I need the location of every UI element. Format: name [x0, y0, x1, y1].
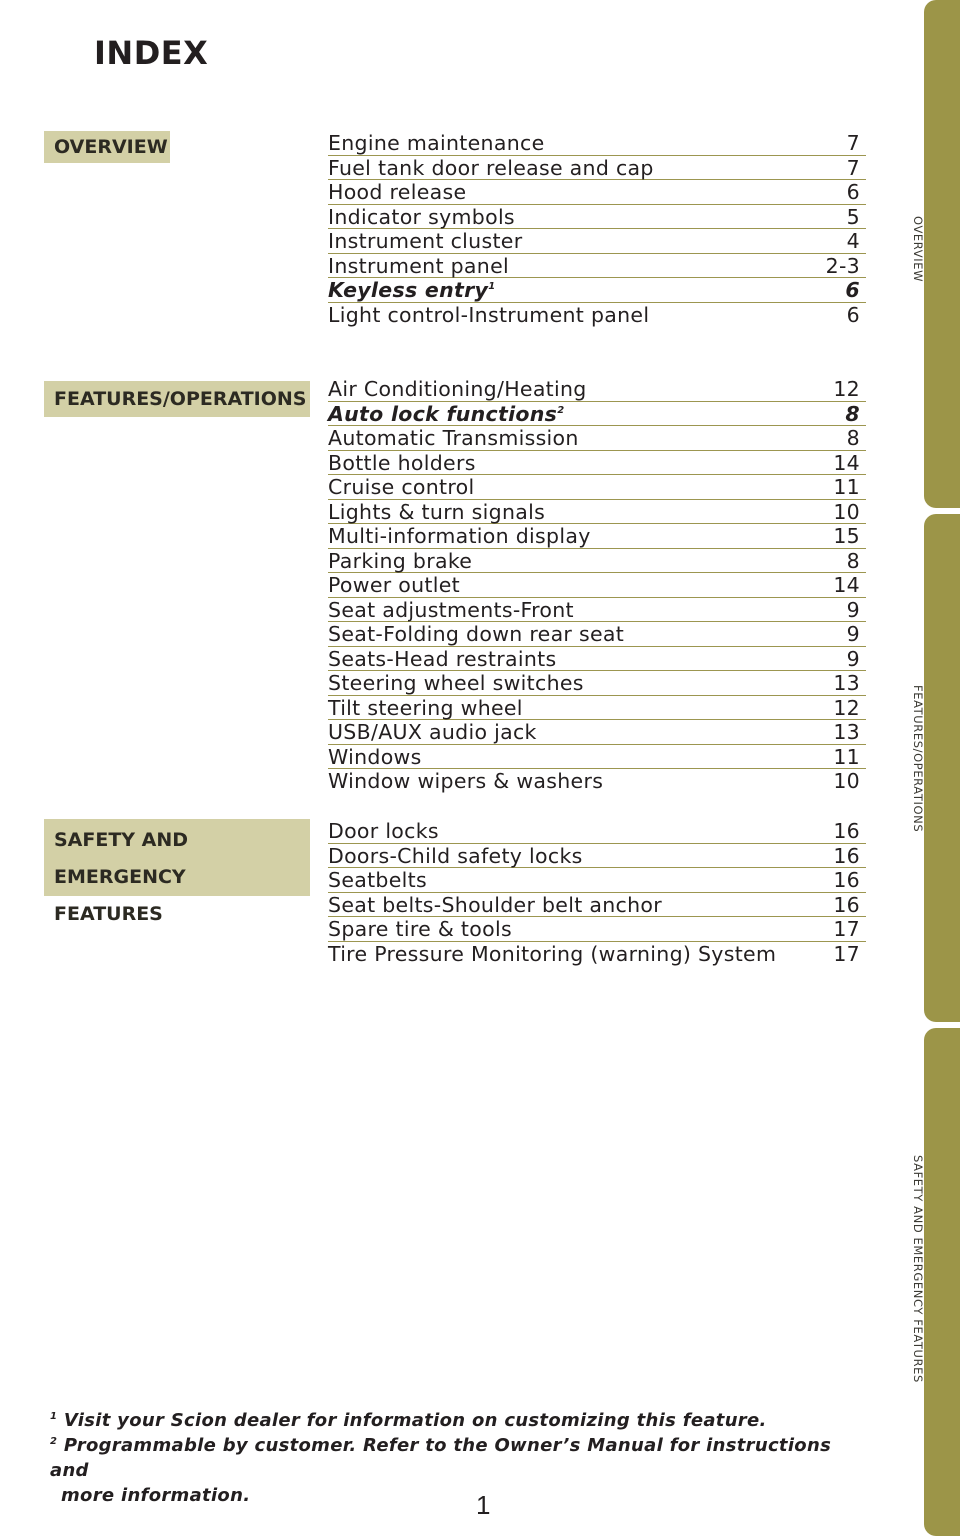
footnote-text: Visit your Scion dealer for information on customizing this feature.	[63, 1410, 767, 1431]
entry-label	[328, 868, 427, 892]
side-tab-overview[interactable]	[924, 0, 960, 508]
entry-page-number: 10	[833, 499, 860, 524]
entry-label-text: Auto lock functions	[328, 401, 558, 426]
entry-page-number: 7	[846, 155, 860, 180]
entry-page-number: 9	[846, 597, 860, 622]
entry-page-number: 14	[833, 450, 860, 475]
index-entry	[328, 671, 866, 696]
entry-label-text: Instrument panel	[328, 253, 509, 278]
entry-page-number: 17	[833, 917, 860, 941]
index-entry	[328, 303, 866, 328]
index-entry	[328, 868, 866, 893]
section-label-text: EMERGENCY FEATURES	[54, 866, 186, 925]
overview-entry-list	[328, 131, 866, 327]
entry-page-number: 16	[833, 843, 860, 868]
index-entry	[328, 205, 866, 230]
entry-label-text: Parking brake	[328, 548, 473, 573]
index-entry	[328, 745, 866, 770]
entry-label	[328, 622, 624, 646]
entry-label	[328, 573, 460, 597]
entry-page-number: 16	[833, 892, 860, 917]
entry-page-number: 13	[833, 671, 860, 695]
entry-label-text: Hood release	[328, 180, 467, 204]
entry-label	[328, 917, 512, 941]
entry-label-text: USB/AUX audio jack	[328, 720, 537, 744]
entry-label	[328, 303, 649, 327]
index-entry	[328, 819, 866, 844]
entry-page-number: 12	[833, 695, 860, 720]
side-tab-strip	[924, 0, 960, 1536]
index-entry	[328, 156, 866, 181]
safety-emergency-entry-list	[328, 819, 866, 966]
section-label-features-operations	[44, 381, 310, 417]
entry-page-number: 5	[846, 204, 860, 229]
index-entry	[328, 500, 866, 525]
index-entry	[328, 131, 866, 156]
entry-label-text: Doors-Child safety locks	[328, 843, 583, 868]
entry-label-text: Fuel tank door release and cap	[328, 155, 654, 180]
index-entry	[328, 451, 866, 476]
index-entry	[328, 524, 866, 549]
entry-label-text: Instrument cluster	[328, 229, 523, 253]
entry-page-number: 9	[846, 646, 860, 671]
entry-label-text: Automatic Transmission	[328, 426, 579, 450]
entry-page-number: 10	[833, 769, 860, 793]
features-operations-entry-list	[328, 377, 866, 794]
footnote-mark: 2	[50, 1436, 58, 1447]
index-entry	[328, 769, 866, 794]
index-entry	[328, 549, 866, 574]
entry-label-text: Bottle holders	[328, 450, 476, 475]
entry-label-text: Engine maintenance	[328, 131, 545, 155]
side-tab-safety-emergency[interactable]	[924, 1028, 960, 1536]
section-label-safety-emergency	[44, 819, 310, 925]
entry-label	[328, 426, 579, 450]
index-entry	[328, 893, 866, 918]
footnote-text: more information.	[61, 1485, 251, 1506]
index-entry	[328, 598, 866, 623]
section-label-text: FEATURES/OPERATIONS	[54, 388, 307, 410]
entry-label-text: Spare tire & tools	[328, 917, 512, 941]
entry-label-text: Seat belts-Shoulder belt anchor	[328, 892, 662, 917]
entry-label	[328, 475, 475, 499]
entry-page-number: 6	[846, 302, 860, 327]
index-entry	[328, 180, 866, 205]
page-number: 1	[476, 1490, 491, 1520]
entry-label	[328, 402, 564, 426]
entry-label	[328, 131, 544, 155]
entry-label-text: Window wipers & washers	[328, 769, 604, 793]
entry-label-text: Multi-information display	[328, 524, 591, 548]
entry-page-number: 6	[846, 180, 860, 204]
entry-label	[328, 598, 574, 622]
index-entry	[328, 229, 866, 254]
entry-page-number: 12	[833, 377, 860, 401]
entry-label-text: Power outlet	[328, 573, 461, 597]
entry-page-number: 9	[846, 622, 860, 646]
footnote-mark: 1	[488, 281, 496, 293]
index-entry	[328, 402, 866, 427]
index-entry	[328, 844, 866, 869]
entry-page-number: 2-3	[825, 253, 860, 278]
entry-page-number: 14	[833, 573, 860, 597]
index-entry	[328, 917, 866, 942]
entry-label	[328, 942, 776, 966]
index-entry	[328, 647, 866, 672]
entry-page-number: 11	[833, 475, 860, 499]
entry-label-text: Keyless entry	[328, 278, 489, 302]
entry-page-number: 8	[846, 548, 860, 573]
entry-label	[328, 524, 591, 548]
footnote-mark: 2	[557, 404, 565, 416]
section-label-text: SAFETY AND	[54, 829, 189, 851]
entry-page-number: 4	[846, 229, 860, 253]
entry-label	[328, 893, 662, 917]
index-entry	[328, 475, 866, 500]
index-entry	[328, 720, 866, 745]
entry-label	[328, 819, 439, 843]
entry-label	[328, 696, 523, 720]
entry-page-number: 15	[833, 524, 860, 548]
entry-label	[328, 229, 522, 253]
entry-label	[328, 844, 583, 868]
entry-label-text: Light control-Instrument panel	[328, 302, 650, 327]
entry-label-text: Seat adjustments-Front	[328, 597, 574, 622]
index-entry	[328, 278, 866, 303]
entry-label	[328, 278, 495, 302]
entry-label	[328, 254, 509, 278]
section-label-text: OVERVIEW	[54, 136, 168, 158]
entry-label-text: Lights & turn signals	[328, 499, 546, 524]
entry-label	[328, 671, 584, 695]
entry-label	[328, 451, 476, 475]
entry-label	[328, 647, 556, 671]
index-entry	[328, 573, 866, 598]
entry-label-text: Tire Pressure Monitoring (warning) System	[328, 941, 777, 966]
index-entry	[328, 377, 866, 402]
index-entry	[328, 696, 866, 721]
index-entry	[328, 254, 866, 279]
entry-label	[328, 720, 537, 744]
entry-label	[328, 745, 422, 769]
side-tab-label: FEATURES/OPERATIONS	[911, 685, 925, 833]
entry-label-text: Door locks	[328, 819, 439, 843]
entry-label-text: Steering wheel switches	[328, 671, 584, 695]
entry-page-number: 8	[845, 401, 860, 426]
entry-label-text: Windows	[328, 744, 422, 769]
entry-page-number: 6	[845, 278, 860, 302]
entry-label	[328, 769, 603, 793]
entry-page-number: 7	[846, 131, 860, 155]
index-entry	[328, 426, 866, 451]
entry-label-text: Cruise control	[328, 475, 475, 499]
entry-label-text: Seat-Folding down rear seat	[328, 622, 625, 646]
entry-label	[328, 205, 515, 229]
entry-page-number: 16	[833, 868, 860, 892]
entry-label-text: Indicator symbols	[328, 204, 515, 229]
index-entry	[328, 942, 866, 967]
entry-label	[328, 500, 545, 524]
entry-label-text: Air Conditioning/Heating	[328, 377, 587, 401]
entry-page-number: 13	[833, 720, 860, 744]
footnote-mark: 1	[50, 1411, 58, 1422]
page-title: INDEX	[94, 34, 209, 72]
entry-page-number: 8	[846, 426, 860, 450]
footnote-1	[50, 1408, 870, 1433]
side-tab-features-operations[interactable]	[924, 514, 960, 1022]
section-label-overview	[44, 131, 170, 163]
footnotes	[50, 1408, 870, 1508]
entry-label-text: Tilt steering wheel	[328, 695, 523, 720]
entry-label	[328, 156, 654, 180]
side-tab-label: OVERVIEW	[911, 216, 925, 283]
entry-page-number: 16	[833, 819, 860, 843]
entry-page-number: 11	[833, 744, 860, 769]
entry-label	[328, 549, 472, 573]
side-tab-label: SAFETY AND EMERGENCY FEATURES	[911, 1155, 925, 1383]
entry-label	[328, 377, 587, 401]
footnote-text: Programmable by customer. Refer to the Owner’s Manual for instructions and	[50, 1435, 832, 1481]
index-entry	[328, 622, 866, 647]
entry-page-number: 17	[833, 941, 860, 966]
footnote-2	[50, 1433, 870, 1483]
entry-label-text: Seats-Head restraints	[328, 646, 557, 671]
entry-label-text: Seatbelts	[328, 868, 427, 892]
entry-label	[328, 180, 466, 204]
